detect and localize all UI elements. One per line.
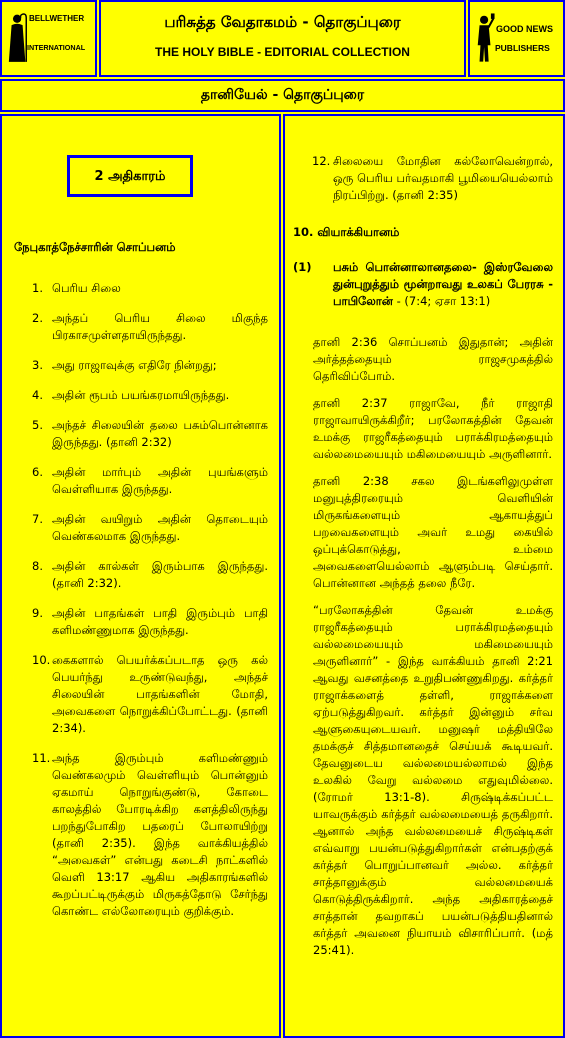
bellwether-logo-line1: BELLWETHER [29,14,85,23]
item-text: அந்த இரும்பும் களிமண்ணும் வெண்கலமும் வெள்ளியும் பொன்னும் ஏகமாய் நொறுங்குண்டு, கோடை காலத்தில் போரடிக்கிற களத்திலிருந்து பறந்துபோகிற பதரைப் போலாயிற்று (தானி 2:35). இந்த வாக்கியத்தில் “அவைகள்” என்பது கடைசி நாட்களில் வெளி 13:17 ஆகிய அதிகாரங்களில் கூறப்பட்டிருக்கும் மிருகத்தோடு சேர்ந்து கொண்ட எல்லோரையும் குறிக்கும். [52,751,268,918]
shepherd-icon [7,10,29,66]
good-news-logo-line1: GOOD NEWS [496,24,554,34]
point-text [333,259,553,310]
item-number: 12. [312,154,331,168]
item-text: அந்தச் சிலையின் தலை பசும்பொன்னாக இருந்தது. (தானி 2:32) [52,418,268,449]
list-item [32,417,271,451]
book-title-bar [0,79,565,112]
item-number: 10. [32,653,51,667]
paragraph: தானி 2:36 சொப்பனம் இதுதான்; அதின் அர்த்தத்தையும் ராஜசமுகத்தில் தெரிவிப்போம். [313,335,553,383]
section-heading: நேபுகாத்நேச்சாரின் சொப்பனம் [14,240,176,254]
list-item [32,310,271,344]
interpretation-heading: 10. வியாக்கியானம் [293,225,400,239]
list-item [32,511,271,545]
paragraph: தானி 2:38 சகல இடங்களிலுமுள்ள மனுபுத்திரரையும் வெளியின் மிருகங்களையும் ஆகாயத்துப் பறவைகளையும் அவர் உமது கையில் ஒப்புக்கொடுத்து, உம்மை அவைகளையெல்லாம் ஆளும்படி செய்தார். பொன்னான அந்தத் தலை நீரே. [313,474,553,590]
item-text: அது ராஜாவுக்கு எதிரே நின்றது; [52,358,217,372]
list-item [312,153,553,204]
item-number: 3. [32,358,43,372]
item-number: 2. [32,311,43,325]
list-item [32,750,271,920]
item-text: பெரிய சிலை [52,281,121,295]
paragraph: “பரலோகத்தின் தேவன் உமக்கு ராஜரீகத்தையும் பராக்கிரமத்தையும் வல்லமையையும் மகிமையையும் அருளினார்” - இந்த வாக்கியம் தானி 2:21 ஆவது வசனத்தை உறுதிபண்ணுகிறது. கர்த்தர் ராஜாக்களைத் தள்ளி, ராஜாக்களை ஏற்படுத்துகிறவர். கர்த்தர் இன்னும் சர்வ ஆளுகையுடையவர். மனுஷர் மத்தியிலே தமக்குச் சித்தமானதைச் செய்யக் கூடியவர். தேவனுடைய வல்லமையல்லாமல் இந்த உலகில் வேறு வல்லமை எதுவுமில்லை. (ரோமர் 13:1-8). சிருஷ்டிக்கப்பட்ட யாவருக்கும் கர்த்தர் வல்லமையைத் தருகிறார். ஆனால் அந்த வல்லமையைச் சிருஷ்டிகள் எவ்வாறு பயன்படுத்துகிறார்கள் என்பதற்குக் கர்த்தர் பொறுப்பானவர் அல்ல. கர்த்தர் சாத்தானுக்கும் வல்லமையைக் கொடுத்திருக்கிறார். அந்த அதிகாரத்தைச் சாத்தான் தவறாகப் பயன்படுத்தியதினால் கர்த்தர் அவனை நியாயம் விசாரிப்பார். (மத் 25:41). [313,603,553,957]
item-text: கைகளால் பெயர்க்கப்படாத ஒரு கல் பெயர்ந்து உருண்டுவந்து, அந்தச் சிலையின் பாதங்களின் மோதி, அவைகளை நொறுக்கிப்போட்டது. (தானி 2:34). [52,653,268,735]
preacher-icon [475,11,495,65]
list-item [32,387,271,404]
item-number: 5. [32,418,43,432]
list-item [32,558,271,592]
item-text: அந்தப் பெரிய சிலை மிகுந்த பிரகாசமுள்ளதாயிருந்தது. [52,311,268,342]
book-title: தானியேல் - தொகுப்புரை [200,87,365,103]
item-number: 8. [32,559,43,573]
interpretation-point [293,259,553,310]
item-text: அதின் மார்பும் அதின் புயங்களும் வெள்ளியாக இருந்தது. [52,465,268,496]
paragraph: தானி 2:37 ராஜாவே, நீர் ராஜாதி ராஜாவாயிருக்கிறீர்; பரலோகத்தின் தேவன் உமக்கு ராஜரீகத்தையும் பராக்கிரமத்தையும் வல்லமையையும் மகிமையையும் அருளினார். [313,396,553,461]
item-number: 9. [32,606,43,620]
point-number: (1) [293,260,312,274]
item-text: அதின் பாதங்கள் பாதி இரும்பும் பாதி களிமண்ணுமாக இருந்தது. [52,606,268,637]
chapter-label: 2 அதிகாரம் [67,155,193,197]
title-tamil: பரிசுத்த வேதாகமம் - தொகுப்புரை [164,13,401,31]
dream-list [14,280,271,920]
item-number: 4. [32,388,43,402]
list-item [32,605,271,639]
left-column [0,114,281,1038]
title-english: THE HOLY BIBLE - EDITORIAL COLLECTION [155,45,410,59]
list-item [32,357,271,374]
item-number: 1. [32,281,43,295]
item-number: 7. [32,512,43,526]
item-text: சிலையை மோதின கல்லோவென்றால், ஒரு பெரிய பர்வதமாகி பூமியையெல்லாம் நிரப்பிற்று. (தானி 2:35) [333,154,553,202]
good-news-logo [468,0,565,77]
item-text: அதின் ரூபம் பயங்கரமாயிருந்தது. [52,388,230,402]
bellwether-logo-line2: INTERNATIONAL [27,43,86,52]
list-item [32,464,271,498]
item-text: அதின் வயிறும் அதின் தொடையும் வெண்கலமாக இருந்தது. [52,512,268,543]
item-number: 11. [32,751,51,765]
point-bold-text: பசும் பொன்னாலானதலை- இஸ்ரவேலை துன்புறுத்தும் மூன்றாவது உலகப் பேரரசு - பாபிலோன் [333,260,553,308]
right-column [283,114,565,1038]
list-item [32,280,271,297]
bellwether-logo [0,0,97,77]
list-item [32,652,271,737]
item-number: 6. [32,465,43,479]
good-news-logo-line2: PUBLISHERS [495,43,550,53]
header-title-box [99,0,466,77]
item-text: அதின் கால்கள் இரும்பாக இருந்தது. (தானி 2:32). [52,559,268,590]
point-reference: - (7:4; ஏசா 13:1) [392,294,491,308]
